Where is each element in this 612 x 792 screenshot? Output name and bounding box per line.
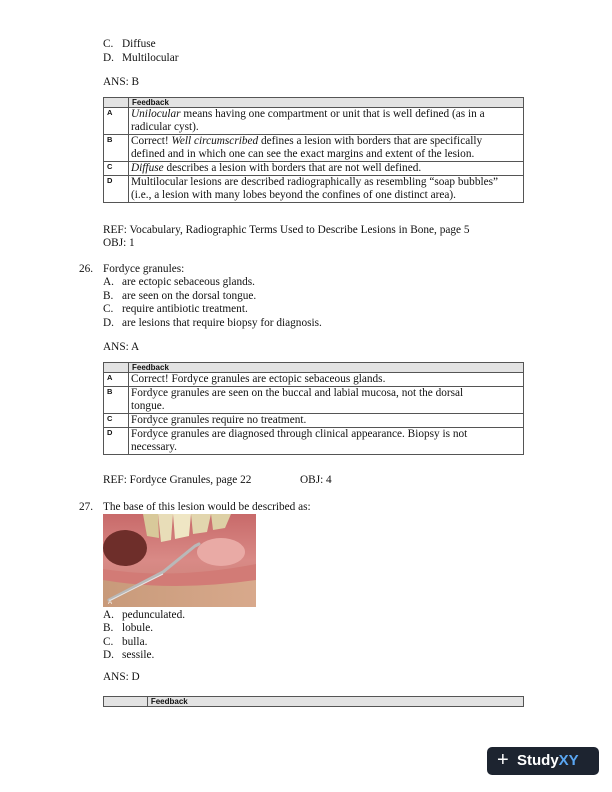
option-d: D. sessile.	[103, 649, 155, 661]
option-c: C. Diffuse	[103, 38, 156, 50]
question-number: 26.	[79, 263, 94, 275]
studyxy-badge[interactable]	[487, 747, 599, 775]
feedback-row: B Fordyce granules are seen on the buccal and labial mucosa, not the dorsal tongue.	[104, 387, 524, 414]
option-b: B. lobule.	[103, 622, 154, 634]
feedback-row: D Multilocular lesions are described radiographically as resembling “soap bubbles” (i.e., a lesion with many lobes beyond the confines of one distinct area).	[104, 176, 524, 203]
option-a: A. pedunculated.	[103, 609, 186, 621]
objective-line: OBJ: 1	[103, 237, 135, 249]
question-stem: The base of this lesion would be described as:	[103, 501, 311, 513]
plus-icon: +	[497, 749, 509, 771]
option-d: D. are lesions that require biopsy for diagnosis.	[103, 317, 322, 329]
feedback-header: Feedback	[129, 98, 524, 108]
answer-line: ANS: D	[103, 671, 140, 683]
feedback-table	[103, 362, 524, 455]
feedback-row: A Unilocular means having one compartment or unit that is well defined (as in a radicular cyst).	[104, 108, 524, 135]
photo-label: A	[108, 600, 113, 606]
option-c: C. require antibiotic treatment.	[103, 303, 248, 315]
answer-line: ANS: B	[103, 76, 140, 88]
reference-line: REF: Fordyce Granules, page 22	[103, 474, 252, 486]
option-d: D. Multilocular	[103, 52, 179, 64]
question-number: 27.	[79, 501, 94, 513]
objective-line: OBJ: 4	[300, 474, 332, 486]
feedback-row: D Fordyce granules are diagnosed through clinical appearance. Biopsy is not necessary.	[104, 428, 524, 455]
feedback-header-key-cell	[104, 697, 148, 707]
feedback-row: C Fordyce granules require no treatment.	[104, 414, 524, 428]
feedback-header-key-cell	[104, 98, 129, 108]
option-a: A. are ectopic sebaceous glands.	[103, 276, 255, 288]
feedback-table	[103, 97, 524, 203]
feedback-row: C Diffuse describes a lesion with borders that are not well defined.	[104, 162, 524, 176]
answer-line: ANS: A	[103, 341, 140, 353]
feedback-header: Feedback	[147, 697, 523, 707]
option-c: C. bulla.	[103, 636, 148, 648]
brand-name: StudyXY	[517, 752, 579, 769]
question-stem: Fordyce granules:	[103, 263, 185, 275]
clinical-photo	[103, 514, 256, 607]
feedback-header: Feedback	[129, 363, 524, 373]
feedback-row: A Correct! Fordyce granules are ectopic sebaceous glands.	[104, 373, 524, 387]
feedback-table	[103, 696, 524, 707]
option-b: B. are seen on the dorsal tongue.	[103, 290, 257, 302]
feedback-header-key-cell	[104, 363, 129, 373]
feedback-row: B Correct! Well circumscribed defines a lesion with borders that are specifically defined and in which one can see the exact margins and extent of the lesion.	[104, 135, 524, 162]
reference-line: REF: Vocabulary, Radiographic Terms Used to Describe Lesions in Bone, page 5	[103, 224, 470, 236]
